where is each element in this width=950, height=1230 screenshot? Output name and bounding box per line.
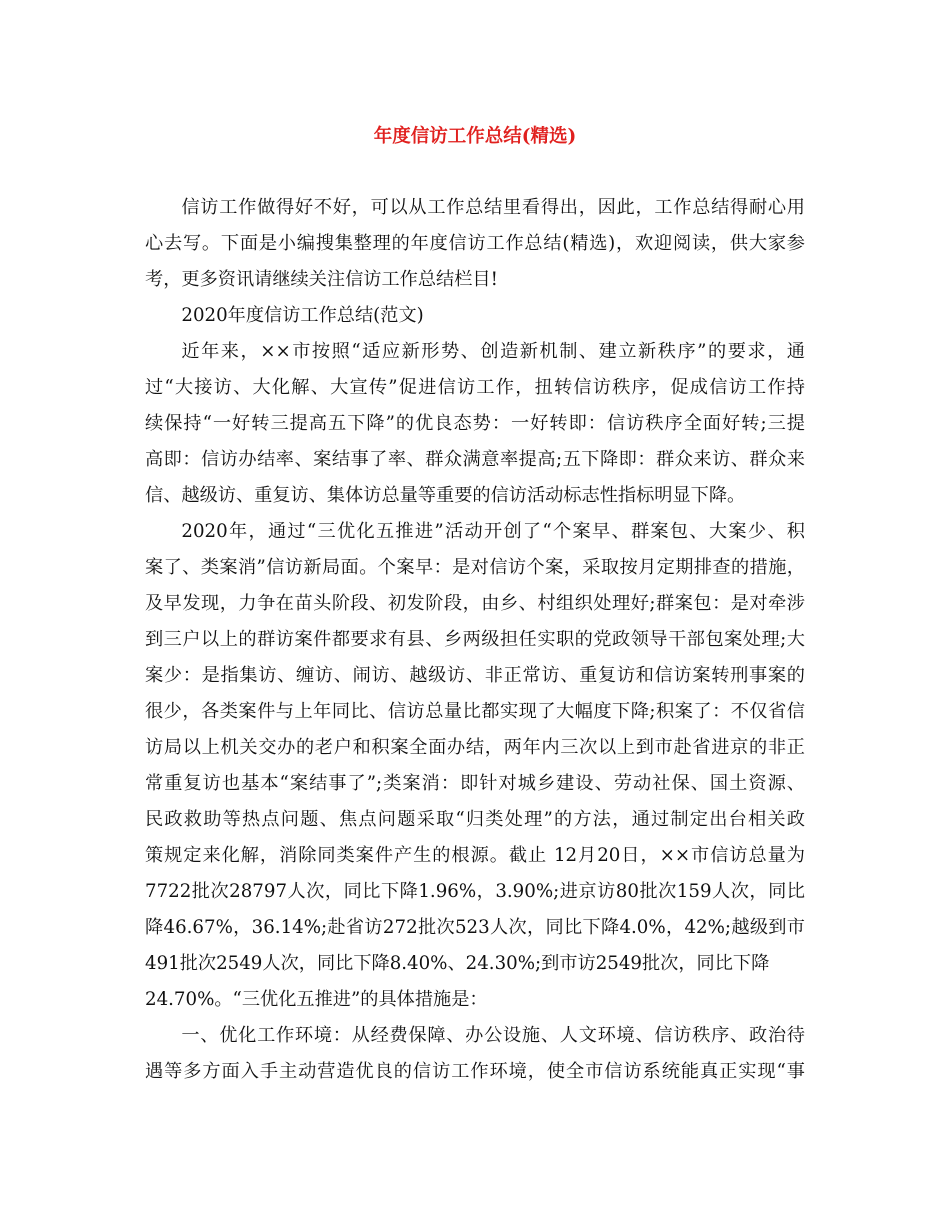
- document-body: [145, 190, 805, 1090]
- text-line: 2020年度信访工作总结(范文): [181, 305, 424, 326]
- text-line: 案了、类案消”信访新局面。个案早：是对信访个案，采取按月定期排查的措施，: [145, 557, 805, 578]
- text-line: 访局以上机关交办的老户和积案全面办结，两年内三次以上到市赴省进京的非正: [145, 737, 805, 758]
- paragraph: [145, 1018, 805, 1090]
- text-line: 及早发现，力争在苗头阶段、初发阶段，由乡、村组织处理好;群案包：是对牵涉: [145, 593, 805, 614]
- text-line: 高即：信访办结率、案结事了率、群众满意率提高;五下降即：群众来访、群众来: [145, 449, 805, 470]
- paragraph: [145, 514, 805, 1018]
- text-line: 心去写。下面是小编搜集整理的年度信访工作总结(精选)，欢迎阅读，供大家参: [145, 233, 805, 254]
- text-line: 民政救助等热点问题、焦点问题采取“归类处理”的方法，通过制定出台相关政: [145, 809, 805, 830]
- text-line: 续保持“一好转三提高五下降”的优良态势：一好转即：信访秩序全面好转;三提: [145, 413, 805, 434]
- text-line: 信、越级访、重复访、集体访总量等重要的信访活动标志性指标明显下降。: [145, 485, 746, 506]
- text-line: 2020年，通过“三优化五推进”活动开创了“个案早、群案包、大案少、积: [181, 521, 805, 542]
- paragraph: [145, 190, 805, 298]
- text-line: 近年来，××市按照“适应新形势、创造新机制、建立新秩序”的要求，通: [181, 341, 805, 362]
- text-line: 案少：是指集访、缠访、闹访、越级访、非正常访、重复访和信访案转刑事案的: [145, 665, 805, 686]
- text-line: 7722批次28797人次，同比下降1.96%，3.90%;进京访80批次159人次，同比: [145, 881, 805, 902]
- text-line: 491批次2549人次，同比下降8.40%、24.30%;到市访2549批次，同比下降: [145, 953, 770, 974]
- text-line: 降46.67%，36.14%;赴省访272批次523人次，同比下降4.0%，42%;越级到市: [145, 917, 805, 938]
- section-heading: [145, 298, 805, 334]
- text-line: 遇等多方面入手主动营造优良的信访工作环境，使全市信访系统能真正实现“事: [145, 1061, 805, 1082]
- document-title: 年度信访工作总结(精选): [373, 126, 577, 147]
- text-line: 信访工作做得好不好，可以从工作总结里看得出，因此，工作总结得耐心用: [181, 197, 805, 218]
- text-line: 到三户以上的群访案件都要求有县、乡两级担任实职的党政领导干部包案处理;大: [145, 629, 805, 650]
- text-line: 过“大接访、大化解、大宣传”促进信访工作，扭转信访秩序，促成信访工作持: [145, 377, 805, 398]
- text-line: 考，更多资讯请继续关注信访工作总结栏目!: [145, 269, 498, 290]
- text-line: 24.70%。“三优化五推进”的具体措施是：: [145, 989, 488, 1010]
- paragraph: [145, 334, 805, 514]
- text-line: 策规定来化解，消除同类案件产生的根源。截止 12月20日，××市信访总量为: [145, 845, 805, 866]
- text-line: 常重复访也基本“案结事了”;类案消：即针对城乡建设、劳动社保、国土资源、: [145, 773, 805, 794]
- text-line: 很少，各类案件与上年同比、信访总量比都实现了大幅度下降;积案了：不仅省信: [145, 701, 805, 722]
- text-line: 一、优化工作环境：从经费保障、办公设施、人文环境、信访秩序、政治待: [181, 1025, 805, 1046]
